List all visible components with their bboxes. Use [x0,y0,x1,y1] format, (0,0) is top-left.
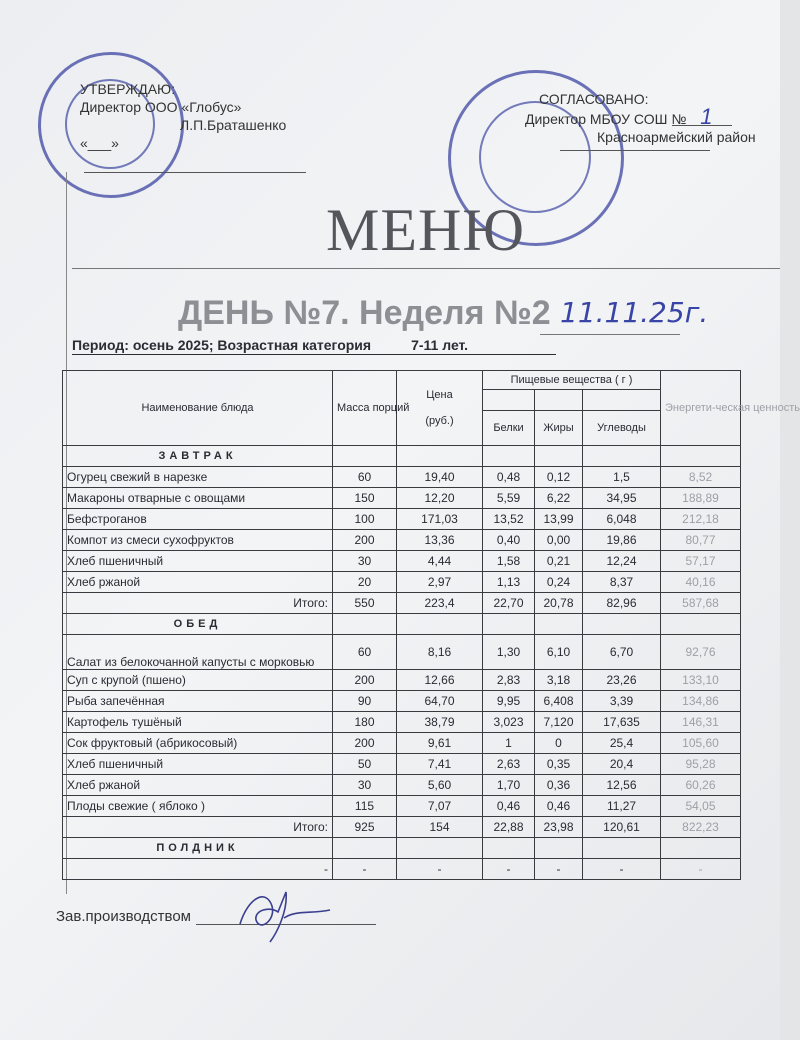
approve-position: Директор ООО «Глобус» [80,99,242,115]
dish-row [63,572,741,593]
approve-person: Л.П.Браташенко [180,117,287,133]
breakfast-total-row [63,593,741,614]
dish-energy: 40,16 [661,572,741,593]
total-price: 154 [397,817,483,838]
dish-row [63,467,741,488]
header-price [397,371,483,446]
dish-price: 5,60 [397,775,483,796]
empty-cell [483,614,535,635]
dish-price: 12,20 [397,488,483,509]
snack-protein: - [483,859,535,880]
agree-handwritten-number: 1 [700,104,713,129]
empty-cell [333,614,397,635]
period-underline [72,354,556,355]
dish-name: Плоды свежие ( яблоко ) [63,796,333,817]
date-underline [540,334,680,335]
empty-cell [661,838,741,859]
empty-cell [583,614,661,635]
dish-energy: 80,77 [661,530,741,551]
dish-row [63,691,741,712]
dish-name: Хлеб ржаной [63,775,333,796]
dish-row [63,530,741,551]
dish-fat: 0,24 [535,572,583,593]
dish-energy: 134,86 [661,691,741,712]
agree-district: Красноармейский район [597,129,756,145]
snack-row [63,859,741,880]
period-text: Период: осень 2025; Возрастная категория [72,337,372,353]
total-protein: 22,88 [483,817,535,838]
dish-protein: 1 [483,733,535,754]
section-title-lunch: ОБЕД [63,614,333,635]
total-mass: 925 [333,817,397,838]
total-fat: 23,98 [535,817,583,838]
total-mass: 550 [333,593,397,614]
approval-block [80,80,286,152]
header-price-label: Цена [426,389,453,401]
dish-protein: 0,46 [483,796,535,817]
dish-protein: 3,023 [483,712,535,733]
dish-row [63,733,741,754]
dish-fat: 0,36 [535,775,583,796]
dish-price: 9,61 [397,733,483,754]
age-range: 7-11 лет. [411,337,469,353]
dish-price: 171,03 [397,509,483,530]
dish-name: Хлеб пшеничный [63,754,333,775]
period-line [72,337,468,353]
day-week-title: ДЕНЬ №7. Неделя №2 [178,294,551,332]
header-fat: Жиры [535,411,583,446]
dish-energy: 92,76 [661,635,741,670]
snack-price: - [397,859,483,880]
dish-name: Огурец свежий в нарезке [63,467,333,488]
total-fat: 20,78 [535,593,583,614]
empty-cell [483,446,535,467]
dish-price: 2,97 [397,572,483,593]
empty-cell [583,838,661,859]
dish-name: Макароны отварные с овощами [63,488,333,509]
header-mass: Масса порций [333,371,397,446]
header-carbs: Углеводы [583,411,661,446]
empty-cell [535,838,583,859]
total-carbs: 82,96 [583,593,661,614]
header-spacer-cell [483,390,535,411]
dish-protein: 1,58 [483,551,535,572]
dish-protein: 1,13 [483,572,535,593]
dish-row [63,670,741,691]
dish-fat: 0,21 [535,551,583,572]
dish-energy: 8,52 [661,467,741,488]
approve-date: «___» [80,135,119,151]
dish-name: Компот из смеси сухофруктов [63,530,333,551]
dish-mass: 20 [333,572,397,593]
signature-stroke [240,892,330,942]
total-protein: 22,70 [483,593,535,614]
dish-row [63,509,741,530]
dish-row [63,712,741,733]
empty-cell [661,446,741,467]
total-price: 223,4 [397,593,483,614]
dish-carbs: 12,24 [583,551,661,572]
dish-name: Рыба запечённая [63,691,333,712]
section-breakfast-row [63,446,741,467]
dish-row [63,754,741,775]
total-energy: 822,23 [661,817,741,838]
dish-protein: 2,83 [483,670,535,691]
snack-energy: - [661,859,741,880]
dish-fat: 7,120 [535,712,583,733]
dish-carbs: 6,70 [583,635,661,670]
header-dish-name: Наименование блюда [63,371,333,446]
empty-cell [333,838,397,859]
menu-table [62,370,800,880]
dish-protein: 2,63 [483,754,535,775]
dish-mass: 50 [333,754,397,775]
dish-energy: 54,05 [661,796,741,817]
snack-carbs: - [583,859,661,880]
dish-name: Хлеб ржаной [63,572,333,593]
dish-price: 38,79 [397,712,483,733]
total-energy: 587,68 [661,593,741,614]
dish-row [63,635,741,670]
agree-position-text: Директор МБОУ СОШ № [525,111,687,127]
header-nutrients: Пищевые вещества ( г ) [483,371,661,390]
section-lunch-row [63,614,741,635]
total-carbs: 120,61 [583,817,661,838]
dish-price: 4,44 [397,551,483,572]
dish-price: 19,40 [397,467,483,488]
dish-carbs: 25,4 [583,733,661,754]
dish-price: 64,70 [397,691,483,712]
dish-carbs: 8,37 [583,572,661,593]
dish-protein: 9,95 [483,691,535,712]
dish-fat: 6,10 [535,635,583,670]
header-protein: Белки [483,411,535,446]
empty-cell [583,446,661,467]
dish-row [63,775,741,796]
empty-cell [661,614,741,635]
section-snack-row [63,838,741,859]
dish-protein: 5,59 [483,488,535,509]
dish-name: Сок фруктовый (абрикосовый) [63,733,333,754]
dish-fat: 3,18 [535,670,583,691]
dish-mass: 100 [333,509,397,530]
header-spacer-cell [535,390,583,411]
dish-fat: 6,22 [535,488,583,509]
dish-name: Салат из белокочанной капусты с морковью [63,635,333,670]
dish-fat: 0,35 [535,754,583,775]
dish-carbs: 6,048 [583,509,661,530]
empty-cell [397,838,483,859]
dish-fat: 0,46 [535,796,583,817]
empty-cell [535,446,583,467]
dish-mass: 90 [333,691,397,712]
handwritten-date: 11.11.25г. [560,296,709,329]
dish-energy: 188,89 [661,488,741,509]
header-spacer-cell [583,390,661,411]
dish-name: Хлеб пшеничный [63,551,333,572]
dish-protein: 13,52 [483,509,535,530]
dish-carbs: 3,39 [583,691,661,712]
dish-mass: 30 [333,775,397,796]
dish-row [63,488,741,509]
dish-price: 7,41 [397,754,483,775]
dish-name: Картофель тушёный [63,712,333,733]
snack-name: - [63,859,333,880]
dish-mass: 60 [333,635,397,670]
approve-signature-line [84,172,306,173]
snack-mass: - [333,859,397,880]
dish-carbs: 23,26 [583,670,661,691]
dish-protein: 0,48 [483,467,535,488]
agree-heading: СОГЛАСОВАНО: [539,91,649,107]
empty-cell [483,838,535,859]
dish-mass: 60 [333,467,397,488]
dish-carbs: 20,4 [583,754,661,775]
dish-carbs: 17,635 [583,712,661,733]
dish-mass: 200 [333,733,397,754]
breakfast-rows [63,467,741,593]
empty-cell [333,446,397,467]
dish-mass: 30 [333,551,397,572]
dish-fat: 0,12 [535,467,583,488]
dish-name: Суп с крупой (пшено) [63,670,333,691]
snack-fat: - [535,859,583,880]
dish-energy: 133,10 [661,670,741,691]
dish-price: 12,66 [397,670,483,691]
dish-protein: 1,30 [483,635,535,670]
dish-row [63,551,741,572]
dish-fat: 13,99 [535,509,583,530]
dish-mass: 180 [333,712,397,733]
table-header-row [63,371,741,390]
dish-carbs: 11,27 [583,796,661,817]
dish-mass: 150 [333,488,397,509]
section-title-snack: ПОЛДНИК [63,838,333,859]
signature-label: Зав.производством [56,908,191,925]
header-price-unit: (руб.) [425,415,454,427]
dish-carbs: 34,95 [583,488,661,509]
dish-energy: 146,31 [661,712,741,733]
agree-number-line [672,125,732,126]
dish-fat: 0,00 [535,530,583,551]
dish-energy: 95,28 [661,754,741,775]
empty-cell [397,614,483,635]
dish-energy: 57,17 [661,551,741,572]
empty-cell [535,614,583,635]
dish-mass: 200 [333,670,397,691]
dish-protein: 0,40 [483,530,535,551]
dish-price: 13,36 [397,530,483,551]
agree-signature-line [560,150,710,151]
dish-mass: 200 [333,530,397,551]
dish-carbs: 1,5 [583,467,661,488]
handwritten-signature [226,880,336,950]
total-label: Итого: [63,593,333,614]
dish-price: 7,07 [397,796,483,817]
empty-cell [397,446,483,467]
header-energy: Энергети-ческая ценность [661,371,741,446]
dish-carbs: 12,56 [583,775,661,796]
approve-heading: УТВЕРЖДАЮ: [80,81,176,97]
total-label: Итого: [63,817,333,838]
dish-mass: 115 [333,796,397,817]
dish-protein: 1,70 [483,775,535,796]
dish-carbs: 19,86 [583,530,661,551]
lunch-rows [63,635,741,817]
dish-energy: 105,60 [661,733,741,754]
dish-energy: 60,26 [661,775,741,796]
dish-fat: 6,408 [535,691,583,712]
section-title-breakfast: ЗАВТРАК [63,446,333,467]
dish-energy: 212,18 [661,509,741,530]
dish-fat: 0 [535,733,583,754]
page-title: МЕНЮ [326,197,525,263]
dish-price: 8,16 [397,635,483,670]
lunch-total-row [63,817,741,838]
agreement-block [525,90,756,146]
dish-row [63,796,741,817]
title-rule [72,268,780,269]
dish-name: Бефстроганов [63,509,333,530]
